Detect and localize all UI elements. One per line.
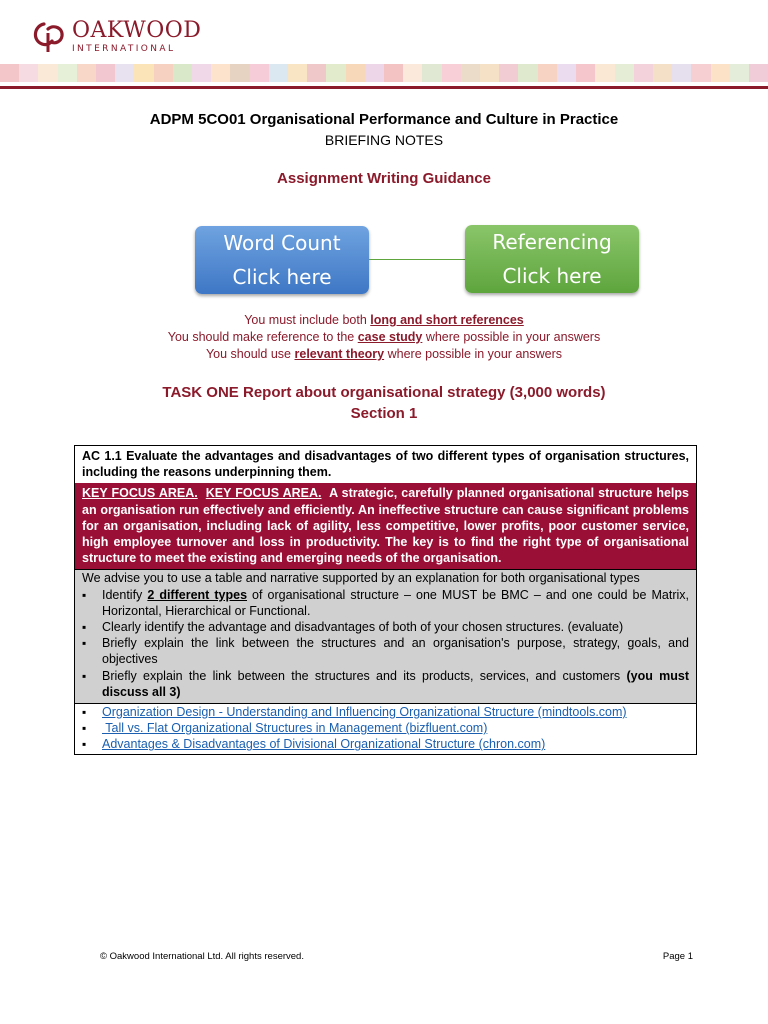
word-count-click-label: Click here — [232, 265, 332, 289]
list-item — [82, 704, 689, 720]
list-item: ▪ Clearly identify the advantage and disadvantages of both of your chosen structures. (evaluate) — [82, 619, 689, 635]
key-focus-label-1: KEY FOCUS AREA. — [82, 486, 198, 501]
decorative-tile — [154, 64, 173, 82]
decorative-tile — [326, 64, 345, 82]
section-title: Section 1 — [350, 405, 418, 422]
decorative-tile — [19, 64, 38, 82]
referencing-click-label: Click here — [502, 264, 602, 288]
decorative-tile — [134, 64, 153, 82]
bizfluent-link[interactable]: Tall vs. Flat Organizational Structures in Management (bizfluent.com) — [102, 721, 488, 736]
decorative-tile — [230, 64, 249, 82]
decorative-tile — [77, 64, 96, 82]
list-item — [82, 736, 689, 752]
decorative-tile — [422, 64, 441, 82]
oakwood-logo — [30, 20, 201, 54]
decorative-tile-strip — [0, 64, 768, 82]
note-relevant-theory: You should use relevant theory where possible in your answers — [205, 347, 562, 361]
mindtools-link[interactable]: Organization Design - Understanding and Influencing Organizational Structure (mindtools.com) — [102, 705, 627, 720]
decorative-tile — [96, 64, 115, 82]
guidance-heading: Assignment Writing Guidance — [277, 170, 491, 187]
decorative-tile — [211, 64, 230, 82]
decorative-tile — [442, 64, 461, 82]
criterion-heading: AC 1.1 Evaluate the advantages and disadvantages of two different types of organisation structures, including the reasons underpinning them. — [82, 449, 689, 480]
decorative-tile — [711, 64, 730, 82]
decorative-tile — [365, 64, 384, 82]
word-count-button[interactable] — [195, 226, 369, 294]
decorative-tile — [192, 64, 211, 82]
document-header — [0, 0, 768, 100]
resource-links-cell — [75, 703, 696, 754]
header-divider — [0, 86, 768, 89]
decorative-tile — [576, 64, 595, 82]
decorative-tile — [480, 64, 499, 82]
list-item: ▪ Identify 2 different types of organisational structure – one MUST be BMC – and one could be Matrix, Horizontal, Hierarchical or Functional. — [82, 587, 689, 619]
decorative-tile — [307, 64, 326, 82]
decorative-tile — [384, 64, 403, 82]
decorative-tile — [403, 64, 422, 82]
document-subtitle: BRIEFING NOTES — [324, 132, 444, 148]
advice-intro: We advise you to use a table and narrative supported by an explanation for both organisational types — [82, 571, 640, 586]
advice-list — [82, 587, 689, 700]
referencing-label: Referencing — [492, 230, 612, 254]
button-connector-line — [369, 259, 465, 260]
decorative-tile — [538, 64, 557, 82]
task-title: TASK ONE Report about organisational strategy (3,000 words) — [162, 384, 606, 401]
advice-cell — [75, 569, 696, 703]
decorative-tile — [38, 64, 57, 82]
decorative-tile — [749, 64, 768, 82]
word-count-label: Word Count — [223, 231, 341, 255]
logo-subtitle: INTERNATIONAL — [72, 44, 176, 54]
decorative-tile — [346, 64, 365, 82]
resource-links-list — [82, 704, 689, 753]
decorative-tile — [499, 64, 518, 82]
footer-copyright: © Oakwood International Ltd. All rights reserved. — [100, 951, 304, 962]
decorative-tile — [518, 64, 537, 82]
decorative-tile — [672, 64, 691, 82]
decorative-tile — [58, 64, 77, 82]
key-focus-area — [75, 483, 696, 569]
decorative-tile — [653, 64, 672, 82]
referencing-button[interactable] — [465, 225, 639, 293]
logo-name: OAKWOOD — [72, 18, 202, 43]
list-item: ▪ Briefly explain the link between the structures and an organisation's purpose, strategy, goals, and objectives — [82, 635, 689, 667]
key-focus-label-2: KEY FOCUS AREA. — [205, 486, 322, 501]
oakwood-logo-icon — [30, 20, 66, 54]
list-item — [82, 720, 689, 736]
decorative-tile — [691, 64, 710, 82]
decorative-tile — [634, 64, 653, 82]
key-focus-text: A strategic, carefully planned organisational structure helps an organisation run effectively and efficiently. An ineffective structure can cause significant problems for an organisation, including lack of agility, less competitive, lower profits, poor customer service, high employee turnover and loss in productivity. The key is to find the right type of organisational structure to meet the existing and emerging needs of the organisation. — [82, 486, 689, 566]
decorative-tile — [557, 64, 576, 82]
decorative-tile — [269, 64, 288, 82]
note-case-study: You should make reference to the case study where possible in your answers — [167, 330, 601, 344]
decorative-tile — [115, 64, 134, 82]
decorative-tile — [250, 64, 269, 82]
decorative-tile — [173, 64, 192, 82]
list-item: ▪ Briefly explain the link between the structures and its products, services, and customers (you must discuss all 3) — [82, 668, 689, 700]
document-title: ADPM 5CO01 Organisational Performance and Culture in Practice — [149, 111, 619, 128]
decorative-tile — [595, 64, 614, 82]
criterion-table — [74, 445, 697, 755]
decorative-tile — [288, 64, 307, 82]
chron-link[interactable]: Advantages & Disadvantages of Divisional Organizational Structure (chron.com) — [102, 737, 546, 752]
note-references: You must include both long and short references — [244, 313, 524, 327]
decorative-tile — [615, 64, 634, 82]
decorative-tile — [0, 64, 19, 82]
decorative-tile — [730, 64, 749, 82]
footer-page-number: Page 1 — [662, 951, 693, 962]
decorative-tile — [461, 64, 480, 82]
